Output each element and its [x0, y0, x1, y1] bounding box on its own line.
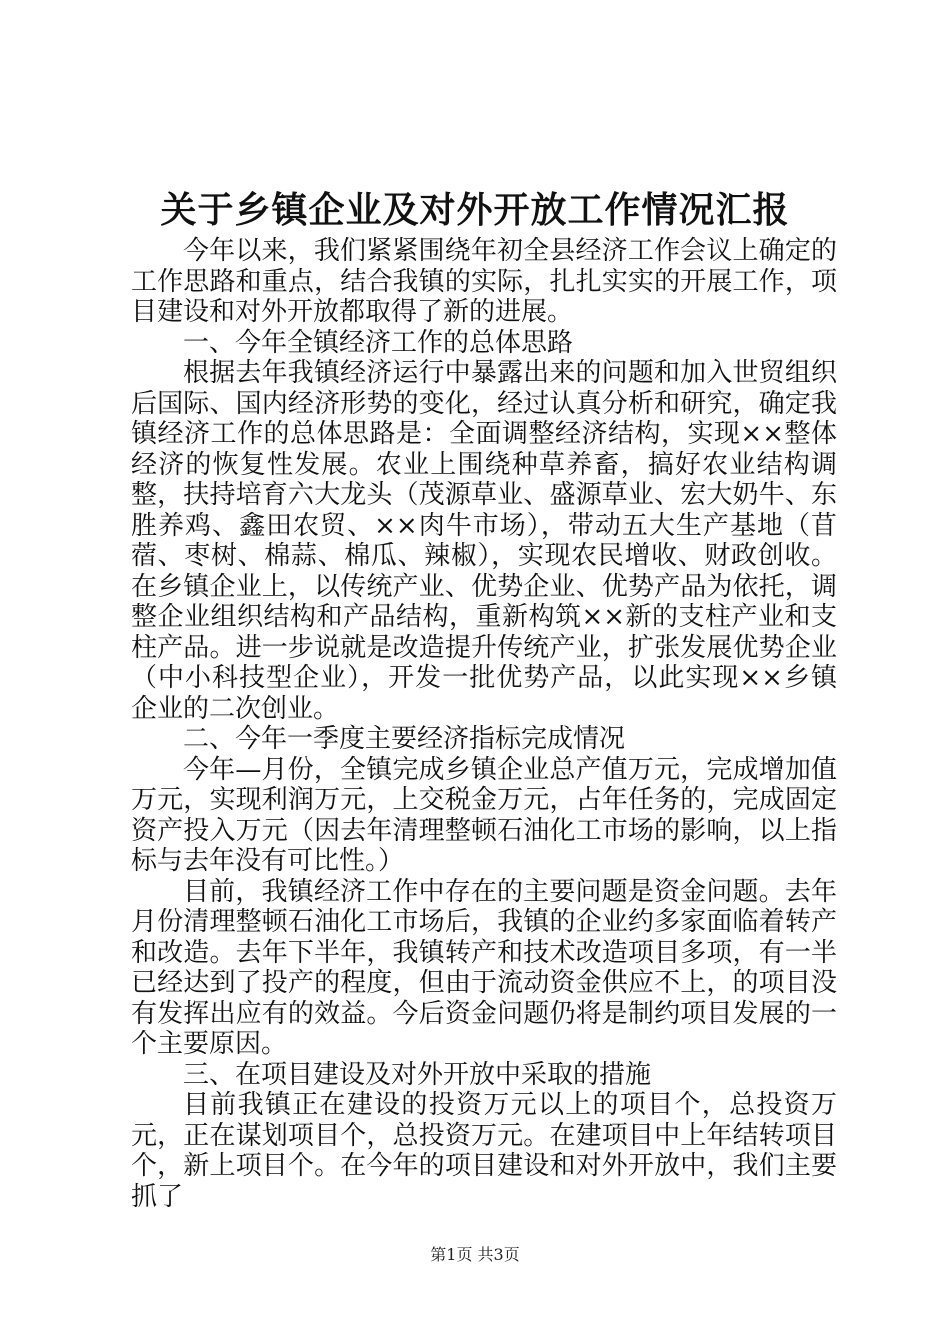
section-heading-3: 三、在项目建设及对外开放中采取的措施	[183, 1059, 652, 1090]
document-body	[131, 236, 837, 1212]
paragraph-main-problems: 目前，我镇经济工作中存在的主要问题是资金问题。去年月份清理整顿石油化工市场后，我镇的企业约多家面临着转产和改造。去年下半年，我镇转产和技术改造项目多项，有一半已经达到了投产的程度，但由于流动资金供应不上，的项目没有发挥出应有的效益。今后资金问题仍将是制约项目发展的一个主要原因。	[131, 876, 837, 1059]
paragraph-q1-indicators: 今年—月份，全镇完成乡镇企业总产值万元，完成增加值万元，实现利润万元，上交税金万元，占年任务的，完成固定资产投入万元（因去年清理整顿石油化工市场的影响，以上指标与去年没有可比性。）	[131, 754, 837, 876]
page-footer: 第1页 共3页	[430, 1245, 520, 1264]
section-heading-1: 一、今年全镇经济工作的总体思路	[183, 327, 574, 358]
section-heading-2: 二、今年一季度主要经济指标完成情况	[183, 724, 626, 754]
paragraph-overall-approach: 根据去年我镇经济运行中暴露出来的问题和加入世贸组织后国际、国内经济形势的变化，经过认真分析和研究，确定我镇经济工作的总体思路是：全面调整经济结构，实现××整体经济的恢复性发展。农业上围绕种草养畜，搞好农业结构调整，扶持培育六大龙头（茂源草业、盛源草业、宏大奶牛、东胜养鸡、鑫田农贸、××肉牛市场），带动五大生产基地（苜蓿、枣树、棉蒜、棉瓜、辣椒），实现农民增收、财政创收。在乡镇企业上，以传统产业、优势企业、优势产品为依托，调整企业组织结构和产品结构，重新构筑××新的支柱产业和支柱产品。进一步说就是改造提升传统产业，扩张发展优势企业（中小科技型企业），开发一批优势产品，以此实现××乡镇企业的二次创业。	[131, 358, 837, 724]
document-title: 关于乡镇企业及对外开放工作情况汇报	[160, 189, 790, 231]
paragraph-projects: 目前我镇正在建设的投资万元以上的项目个，总投资万元，正在谋划项目个，总投资万元。在建项目中上年结转项目个，新上项目个。在今年的项目建设和对外开放中，我们主要抓了	[131, 1090, 837, 1212]
paragraph-intro: 今年以来，我们紧紧围绕年初全县经济工作会议上确定的工作思路和重点，结合我镇的实际，扎扎实实的开展工作，项目建设和对外开放都取得了新的进展。	[131, 236, 837, 327]
